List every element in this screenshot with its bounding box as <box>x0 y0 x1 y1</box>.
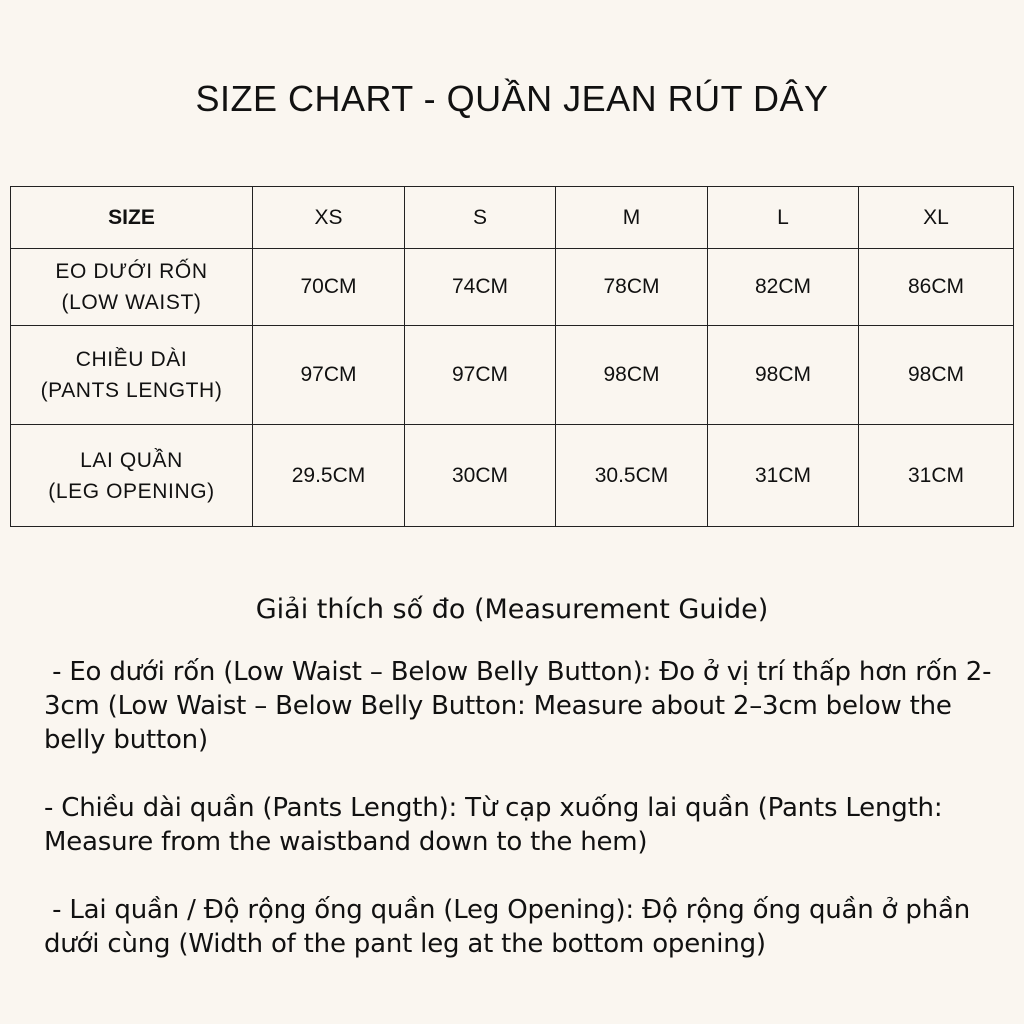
table-cell: 30.5CM <box>556 425 708 527</box>
table-row-leg-opening <box>11 425 1014 527</box>
row-label-line: (PANTS LENGTH) <box>40 379 223 402</box>
table-cell: 98CM <box>708 326 859 425</box>
guide-item-leg-opening: - Lai quần / Độ rộng ống quần (Leg Opening): Độ rộng ống quần ở phần dưới cùng (Width of the pant leg at the bottom opening) <box>44 895 979 959</box>
table-cell: 78CM <box>556 249 708 326</box>
header-size-label: SIZE <box>11 187 253 249</box>
table-cell: 31CM <box>859 425 1014 527</box>
guide-title: Giải thích số đo (Measurement Guide) <box>255 594 769 625</box>
header-size-s: S <box>405 187 556 249</box>
table-row-low-waist <box>11 249 1014 326</box>
row-label-pants-length <box>11 326 253 425</box>
header-size-m: M <box>556 187 708 249</box>
guide-item-low-waist: - Eo dưới rốn (Low Waist – Below Belly Button): Đo ở vị trí thấp hơn rốn 2-3cm (Low Waist – Below Belly Button: Measure about 2–3cm below the belly button) <box>44 657 992 755</box>
table-cell: 97CM <box>253 326 405 425</box>
header-size-l: L <box>708 187 859 249</box>
table-cell: 98CM <box>859 326 1014 425</box>
table-cell: 97CM <box>405 326 556 425</box>
table-cell: 98CM <box>556 326 708 425</box>
table-header-row <box>11 187 1014 249</box>
table-row-pants-length <box>11 326 1014 425</box>
row-label-leg-opening <box>11 425 253 527</box>
table-cell: 86CM <box>859 249 1014 326</box>
header-size-xs: XS <box>253 187 405 249</box>
size-chart-table <box>10 186 1014 527</box>
table-cell: 74CM <box>405 249 556 326</box>
row-label-line: EO DƯỚI RỐN <box>55 260 208 283</box>
measurement-guide <box>44 590 994 961</box>
page-title: SIZE CHART - QUẦN JEAN RÚT DÂY <box>195 78 829 119</box>
row-label-line: LAI QUẦN <box>80 448 183 472</box>
table-cell: 30CM <box>405 425 556 527</box>
table-cell: 82CM <box>708 249 859 326</box>
table-cell: 70CM <box>253 249 405 326</box>
row-label-line: (LEG OPENING) <box>48 479 215 503</box>
row-label-line: (LOW WAIST) <box>61 291 202 314</box>
table-cell: 29.5CM <box>253 425 405 527</box>
table-cell: 31CM <box>708 425 859 527</box>
row-label-low-waist <box>11 249 253 326</box>
row-label-line: CHIỀU DÀI <box>75 348 188 371</box>
guide-item-pants-length: - Chiều dài quần (Pants Length): Từ cạp xuống lai quần (Pants Length: Measure from the waistband down to the hem) <box>44 793 951 857</box>
header-size-xl: XL <box>859 187 1014 249</box>
